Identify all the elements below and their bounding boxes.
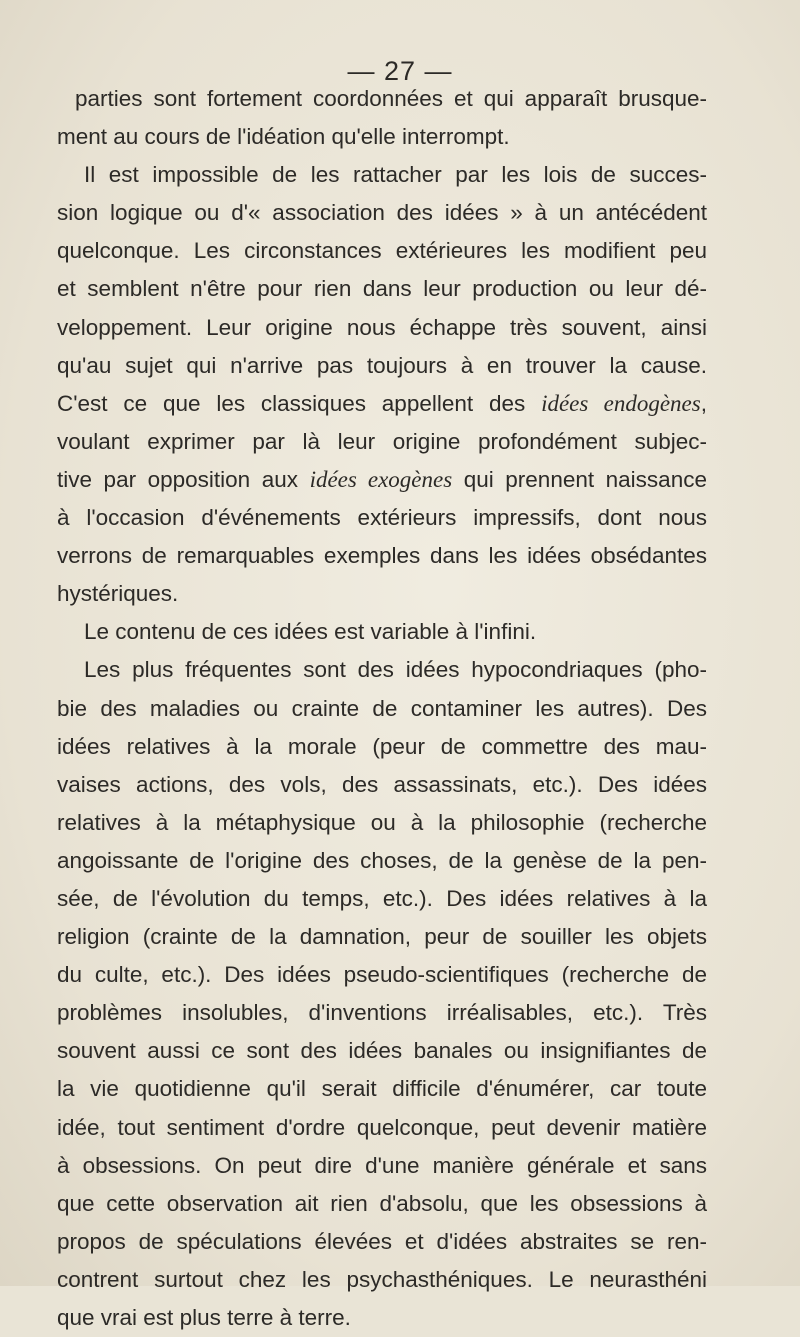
- text-line: à obsessions. On peut dire d'une manière générale et sans: [57, 1152, 707, 1178]
- italic-term-endogenes: idées endogènes: [541, 390, 701, 416]
- text-span: qui prennent naissance: [463, 466, 707, 492]
- text-line: hystériques.: [57, 581, 179, 607]
- text-line: idées relatives à la morale (peur de commettre des mau-: [57, 733, 707, 759]
- text-line: sée, de l'évolution du temps, etc.). Des idées relatives à la: [57, 885, 707, 911]
- text-line: du culte, etc.). Des idées pseudo-scientifiques (recherche de: [57, 962, 707, 988]
- text-line: la vie quotidienne qu'il serait difficile d'énumérer, car toute: [57, 1076, 707, 1102]
- text-span: tive par opposition aux: [57, 466, 299, 492]
- text-line: angoissante de l'origine des choses, de la genèse de la pen-: [57, 847, 707, 873]
- text-line: bie des maladies ou crainte de contaminer les autres). Des: [57, 695, 707, 721]
- text-line: [57, 385, 707, 423]
- text-line: qu'au sujet qui n'arrive pas toujours à en trouver la cause.: [57, 352, 707, 378]
- text-line: religion (crainte de la damnation, peur de souiller les objets: [57, 924, 707, 950]
- text-line: idée, tout sentiment d'ordre quelconque, peut devenir matière: [57, 1114, 707, 1140]
- text-line: voulant exprimer par là leur origine profondément subjec-: [57, 428, 707, 454]
- text-line: problèmes insolubles, d'inventions irréalisables, etc.). Très: [57, 1000, 707, 1026]
- text-span: C'est ce que les classiques appellent des: [57, 390, 526, 416]
- text-line: Les plus fréquentes sont des idées hypocondriaques (pho-: [84, 657, 707, 683]
- text-line: et semblent n'être pour rien dans leur production ou leur dé-: [57, 276, 707, 302]
- text-line: verrons de remarquables exemples dans les idées obsédantes: [57, 543, 707, 569]
- text-line: à l'occasion d'événements extérieurs impressifs, dont nous: [57, 505, 707, 531]
- text-line: [57, 461, 707, 499]
- text-line: quelconque. Les circonstances extérieures les modifient peu: [57, 238, 707, 264]
- text-line: parties sont fortement coordonnées et qui apparaît brusque-: [75, 86, 707, 111]
- text-line: propos de spéculations élevées et d'idées abstraites se ren-: [57, 1228, 707, 1254]
- text-line: Le contenu de ces idées est variable à l'infini.: [84, 619, 537, 645]
- text-line: que vrai est plus terre à terre.: [57, 1305, 351, 1330]
- text-span: ,: [700, 390, 707, 416]
- text-line: Il est impossible de les rattacher par les lois de succes-: [84, 162, 707, 188]
- body-text: [57, 80, 707, 1337]
- text-line: souvent aussi ce sont des idées banales ou insignifiantes de: [57, 1038, 707, 1064]
- text-line: relatives à la métaphysique ou à la philosophie (recherche: [57, 809, 707, 835]
- text-line: sion logique ou d'« association des idées » à un antécédent: [57, 200, 707, 226]
- text-line: ment au cours de l'idéation qu'elle interrompt.: [57, 124, 510, 150]
- text-line: que cette observation ait rien d'absolu, que les obsessions à: [57, 1190, 707, 1216]
- text-line: contrent surtout chez les psychasthéniques. Le neurasthéni: [57, 1266, 707, 1292]
- page-number: — 27 —: [347, 56, 453, 86]
- italic-term-exogenes: idées exogènes: [309, 466, 453, 492]
- text-line: veloppement. Leur origine nous échappe très souvent, ainsi: [57, 314, 707, 340]
- text-line: vaises actions, des vols, des assassinats, etc.). Des idées: [57, 771, 707, 797]
